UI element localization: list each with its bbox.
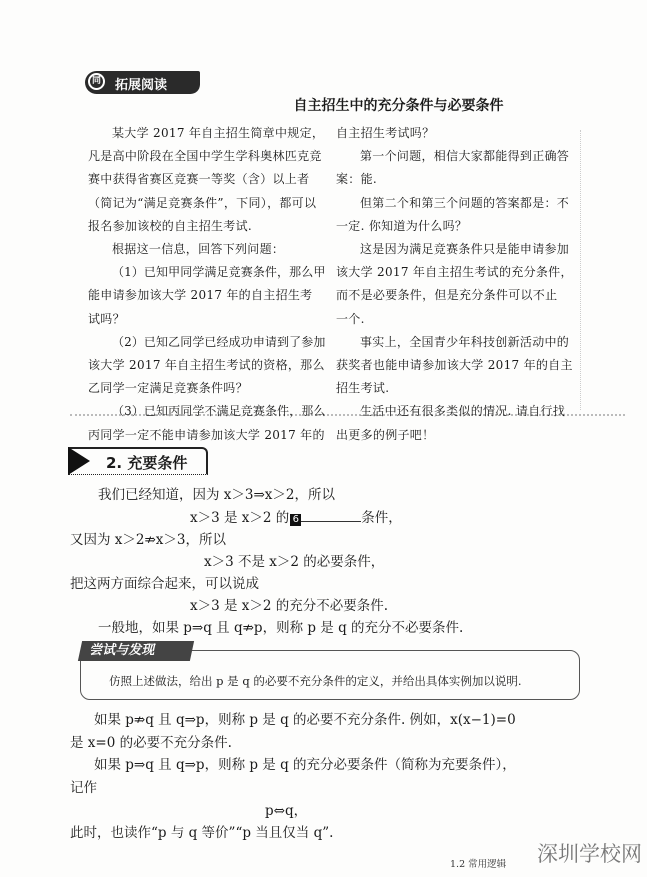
extended-reading-badge [85,71,200,94]
text-line [190,506,402,526]
reading-title: 自主招生中的充分条件与必要条件 [293,98,504,114]
reading-line: 案：能. [336,172,378,187]
reading-line: 事实上，全国青少年科技创新活动中的 [360,334,570,349]
reading-line: （1）已知甲同学满足竞赛条件，那么甲 [112,265,326,280]
text-line: x＞3 是 x＞2 的充分不必要条件. [190,598,389,614]
reading-line: 该大学 2017 年自主招生考试的充分条件， [336,265,573,280]
reading-line: 这是因为满足竞赛条件只是能申请参加 [360,242,570,256]
reading-line: 一定. 你知道为什么吗？ [336,218,468,233]
text: 条件， [361,510,402,526]
reading-line: 一个. [336,311,365,326]
reading-line: 丙同学一定不能申请参加该大学 2017 年的 [88,427,325,442]
text-line: 如果 p⇏q 且 q⇒p，则称 p 是 q 的必要不充分条件. 例如，x(x−1)=0 [94,712,516,728]
try-text: 仿照上述做法，给出 p 是 q 的必要不充分条件的定义，并给出具体实例加以说明. [109,674,522,688]
reading-line: 获奖者也能申请参加该大学 2017 年的自主 [336,358,573,372]
reading-line: 根据这一信息，回答下列问题： [112,242,285,256]
reading-line: 某大学 2017 年自主招生简章中规定， [112,126,325,140]
text-line: 记作 [70,780,97,796]
badge-label: 拓展阅读 [115,78,168,93]
arrow-icon [68,447,90,475]
try-discover-label: 尝试与发现 [78,641,194,661]
reading-line: 凡是高中阶段在全国中学生学科奥林匹克竞 [88,149,322,164]
reading-line: 自主招生考试吗？ [336,126,435,140]
reading-line: 能申请参加该大学 2017 年的自主招生考 [88,288,313,303]
reading-line: 而不是必要条件，但是充分条件可以不止 [336,288,558,303]
text-line: x＞3 不是 x＞2 的必要条件， [204,554,385,570]
reading-line: 生活中还有很多类似的情况. 请自行找 [360,404,566,419]
reading-line: 乙同学一定满足竞赛条件吗？ [88,381,248,396]
reading-line: 第一个问题，相信大家都能得到正确答 [360,149,570,164]
reading-line: 报名参加该校的自主招生考试. [88,218,253,233]
text-line: 把这两方面综合起来，可以说成 [70,576,259,592]
blank-number: 6 [290,514,301,526]
watermark: 深圳学校网 [537,842,642,866]
text-line: 如果 p⇒q 且 q⇒p，则称 p 是 q 的充分必要条件（简称为充要条件）， [94,757,516,773]
text-line: 一般地，如果 p⇒q 且 q⇏p，则称 p 是 q 的充分不必要条件. [98,620,464,636]
reading-line: 该大学 2017 年自主招生考试的资格，那么 [88,358,325,372]
text-line: p⇔q， [265,803,308,819]
reading-line: 试吗？ [88,311,125,326]
text: x＞3 是 x＞2 的 [190,510,290,526]
text-line: 又因为 x＞2⇏x＞3，所以 [70,532,227,548]
reading-line: 招生考试. [336,381,390,396]
reading-line: 但第二个和第三个问题的答案都是：不 [360,195,570,210]
reading-line: 出更多的例子吧！ [336,427,435,442]
reading-line: （简记为“满足竞赛条件”，下同），都可以 [88,195,317,210]
section-title: 2. 充要条件 [106,454,188,472]
text-line: 我们已经知道，因为 x＞3⇒x＞2，所以 [98,487,336,503]
margin-line [580,130,581,410]
text-line: 此时，也读作“p 与 q 等价”“p 当且仅当 q”. [70,825,334,841]
section-header [68,447,208,475]
book-icon: 同 [88,73,105,90]
reading-line: 赛中获得省赛区竞赛一等奖（含）以上者 [88,172,310,187]
reading-line: （2）已知乙同学已经成功申请到了参加 [112,334,326,349]
fill-blank[interactable] [301,509,361,522]
reading-line: （3）已知丙同学不满足竞赛条件，那么 [112,404,326,419]
text-line: 是 x=0 的必要不充分条件. [70,735,232,751]
page-footer: 1.2 常用逻辑 [450,859,507,870]
